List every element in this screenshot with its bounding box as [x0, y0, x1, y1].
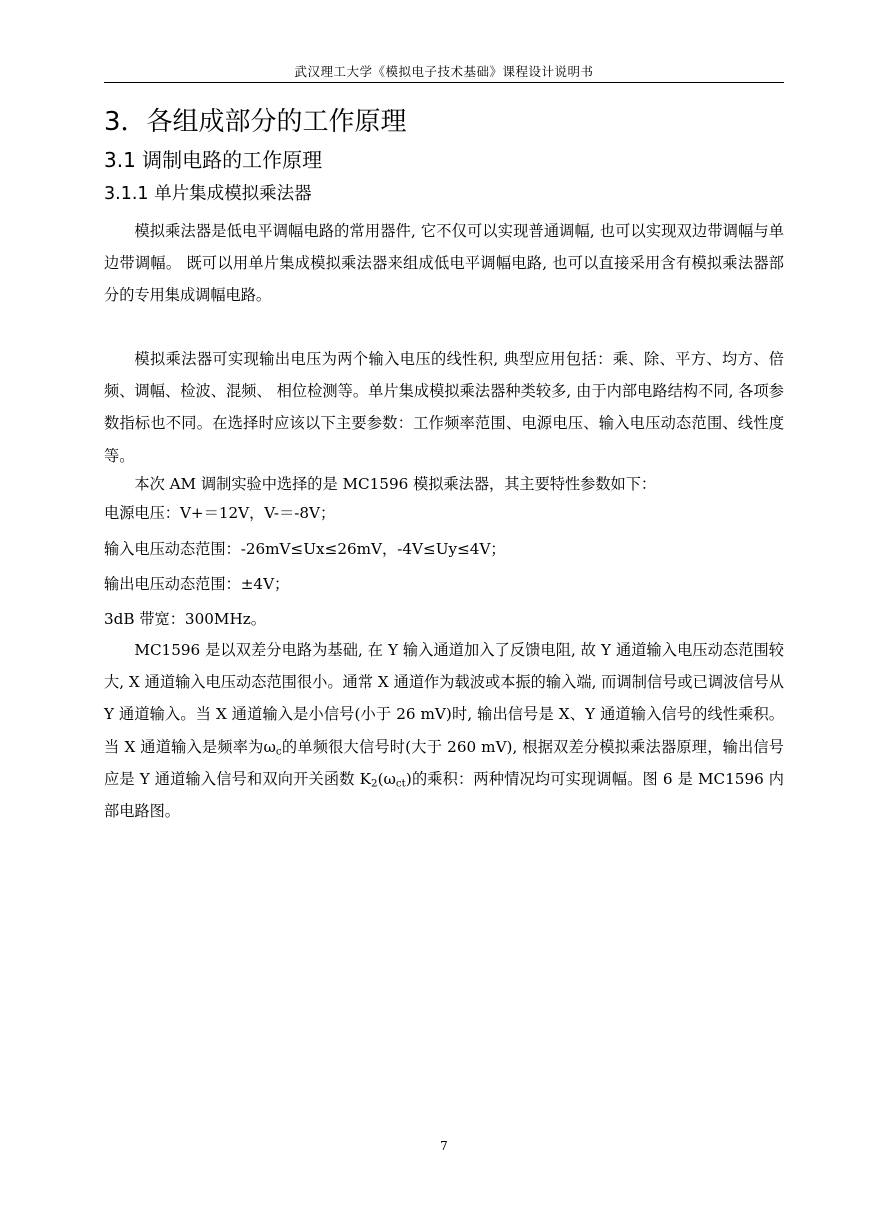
subsection-heading: 3.1 调制电路的工作原理: [104, 148, 323, 172]
paragraph-text-part: (ω: [377, 769, 396, 788]
paragraph-text-part: )的乘积：两种情况均可实现调幅。图 6 是 MC1596 内部电路图。: [104, 769, 784, 821]
subscript-c: c: [275, 745, 282, 758]
paragraph-text-part: MC1596 是以双差分电路为基础, 在 Y 输入通道加入了反馈电阻, 故 Y 通道输入电压动态范围较大, X 通道输入电压动态范围很小。通常 X 通道作为载波或本振的输入端, 而调制信号或已调波信号从 Y 通道输入。当 X 通道输入是小信号(小于 26 mV)时, 输出信号是 X、Y 通道输入信号的线性乘积。当 X 通道输入是频率为ω: [104, 641, 784, 756]
paragraph-mc1596-principle: [104, 634, 784, 827]
subsubsection-heading: 3.1.1 单片集成模拟乘法器: [104, 184, 312, 204]
subscript-2: 2: [371, 777, 378, 790]
paragraph-multiplier-intro: 模拟乘法器是低电平调幅电路的常用器件, 它不仅可以实现普通调幅, 也可以实现双边带调幅与单边带调幅。 既可以用单片集成模拟乘法器来组成低电平调幅电路, 也可以直接采用含有模拟乘法器部分的专用集成调幅电路。: [104, 222, 784, 305]
section-heading: 3．各组成部分的工作原理: [104, 107, 407, 137]
spec-input-range: 输入电压动态范围：-26mV≤Ux≤26mV，-4V≤Uy≤4V；: [104, 540, 506, 558]
paragraph-mc1596-selection: 本次 AM 调制实验中选择的是 MC1596 模拟乘法器，其主要特性参数如下：: [134, 475, 657, 493]
paragraph-text-part: 的单频很大信号时(大于 260 mV), 根据双差分模拟乘法器原理，输出信号应是 Y 通道输入信号和双向开关函数 K: [104, 737, 784, 788]
page-number: 7: [440, 1139, 448, 1153]
paragraph-multiplier-applications: 模拟乘法器可实现输出电压为两个输入电压的线性积, 典型应用包括：乘、除、平方、均方、倍频、调幅、检波、混频、 相位检测等。单片集成模拟乘法器种类较多, 由于内部电路结构不同, 各项参数指标也不同。在选择时应该以下主要参数：工作频率范围、电源电压、输入电压动态范围、线性度等。: [104, 350, 784, 465]
header-divider: [104, 82, 784, 83]
spec-bandwidth: 3dB 带宽：300MHz。: [104, 610, 266, 628]
spec-supply-voltage: 电源电压：V+＝12V，V-＝-8V；: [104, 504, 336, 522]
running-header: 武汉理工大学《模拟电子技术基础》课程设计说明书: [294, 64, 594, 79]
spec-output-range: 输出电压动态范围：±4V；: [104, 575, 290, 593]
subscript-ct: ct: [395, 777, 406, 790]
